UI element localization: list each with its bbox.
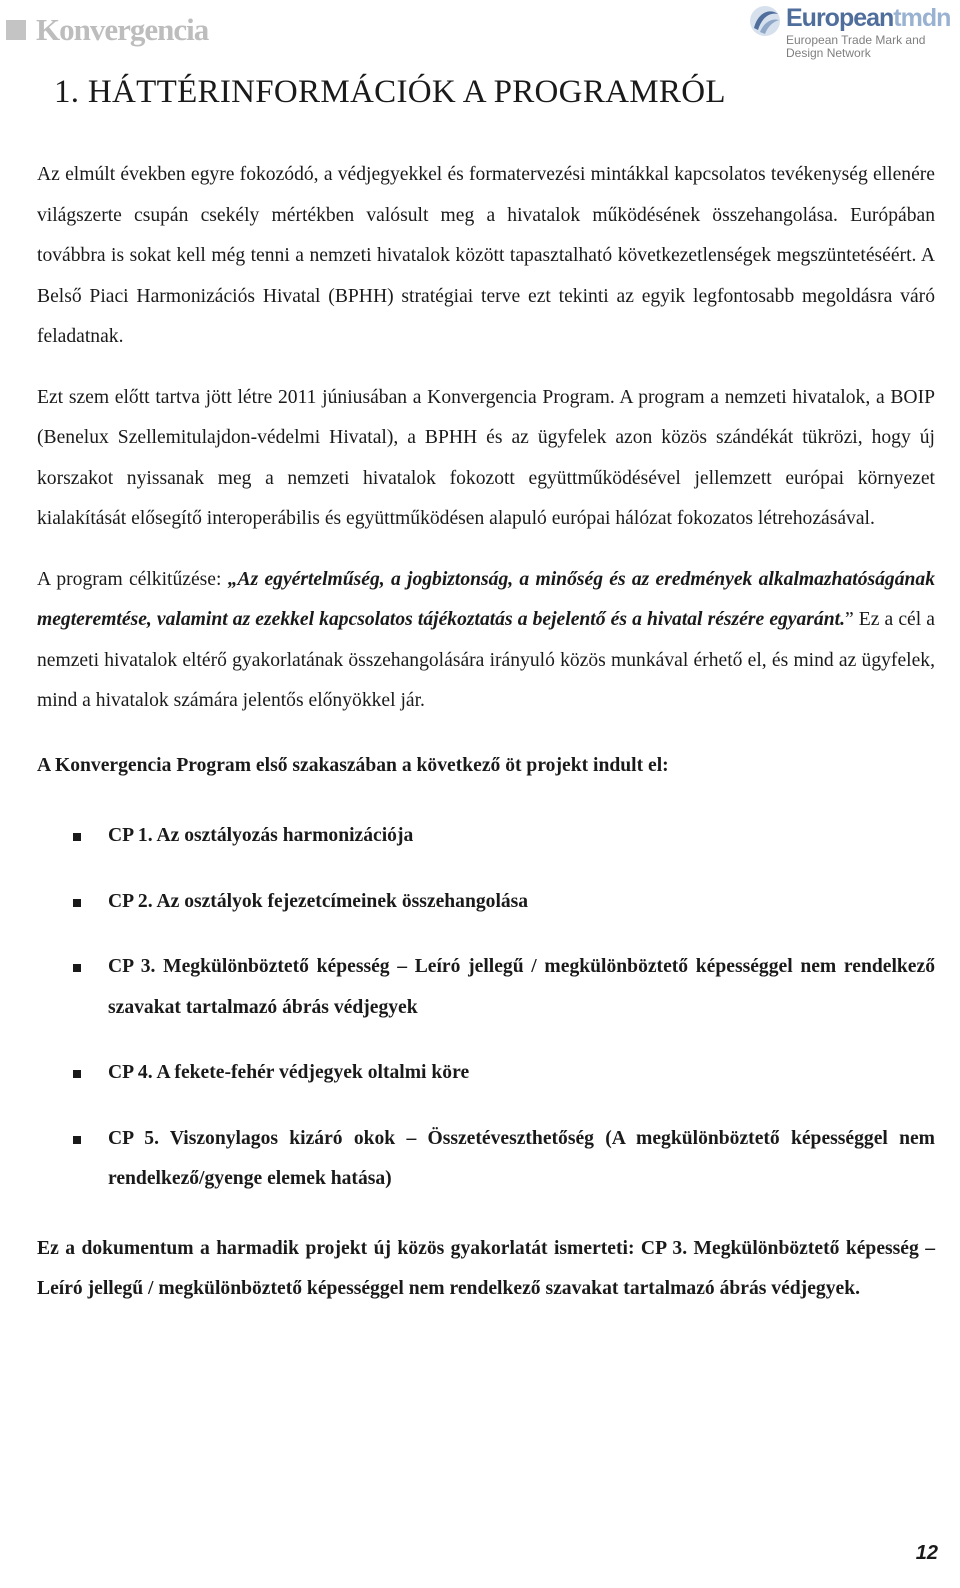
logo-subtitle-line-2: Design Network [786,46,871,60]
running-header [6,12,208,48]
square-bullet-icon [73,1070,81,1078]
header-title: Konvergencia [36,12,209,47]
project-item-cp1 [37,816,935,857]
projects-intro: A Konvergencia Program első szakaszában a következő öt projekt indult el: [37,754,669,776]
project-label: CP 4. A fekete-fehér védjegyek oltalmi köre [108,1062,470,1083]
square-bullet-icon [73,964,81,972]
logo-name: Europeantmdn [786,4,951,32]
logo-subtitle [786,34,925,60]
project-label: CP 2. Az osztályok fejezetcímeinek összehangolása [108,890,529,912]
section-heading: 1. HÁTTÉRINFORMÁCIÓK A PROGRAMRÓL [54,74,726,110]
page-number: 12 [915,1542,938,1564]
european-tmdn-logo [748,4,951,62]
square-bullet-icon [73,899,81,907]
project-label: CP 1. Az osztályozás harmonizációja [108,825,414,846]
goal-intro: A program célkitűzése: [37,568,228,590]
square-bullet-icon [73,1136,81,1144]
project-item-cp4 [37,1053,935,1094]
paragraph-document-scope: Ez a dokumentum a harmadik projekt új közös gyakorlatát ismerteti: CP 3. Megkülönböztető képesség – Leíró jellegű / megkülönböztető képességgel nem rendelkező szavakat tartalmazó ábrás védjegyek. [37,1237,935,1299]
project-item-cp5 [37,1119,935,1200]
paragraph-program-goal [37,560,935,722]
logo-subtitle-line-1: European Trade Mark and [786,33,926,47]
square-bullet-icon [73,833,81,841]
project-item-cp2 [37,882,935,923]
document-body [37,155,935,1310]
goal-quote: „Az egyértelműség, a jogbiztonság, a minőség és az eredmények alkalmazhatóságának megteremtése, valamint az ezekkel kapcsolatos tájékoztatás a bejelentő és a hivatal részére egyaránt. [37,568,935,630]
header-square-icon [6,20,26,40]
project-label: CP 5. Viszonylagos kizáró okok – Összetéveszthetőség (A megkülönböztető képességgel nem rendelkező/gyenge elemek hatása) [108,1127,935,1189]
project-item-cp3 [37,947,935,1028]
project-label: CP 3. Megkülönböztető képesség – Leíró jellegű / megkülönböztető képességgel nem rendelkező szavakat tartalmazó ábrás védjegyek [108,956,935,1018]
goal-rest: ” Ez a cél a nemzeti hivatalok eltérő gyakorlatának összehangolására irányuló közös munkával érhető el, és mind az ügyfelek, mind a hivatalok számára jelentős előnyökkel jár. [37,609,936,711]
project-list [37,816,935,1200]
logo-swirl-icon [748,4,782,38]
paragraph-background: Az elmúlt években egyre fokozódó, a védjegyekkel és formatervezési mintákkal kapcsolatos tevékenység ellenére világszerte csupán csekély mértékben valósult meg a hivatalok működésének összehangolása. Európában továbbra is sokat kell még tenni a nemzeti hivatalok között tapasztalható következetlenségek megszüntetéséért. A Belső Piaci Harmonizációs Hivatal (BPHH) stratégiai terve ezt tekinti az egyik legfontosabb megoldásra váró feladatnak. [37,164,935,347]
paragraph-program-origin: Ezt szem előtt tartva jött létre 2011 júniusában a Konvergencia Program. A program a nemzeti hivatalok, a BOIP (Benelux Szellemitulajdon-védelmi Hivatal), a BPHH és az ügyfelek azon közös szándékát tükrözi, hogy új korszakot nyissanak meg a nemzeti hivatalok fokozott együttműködésével jellemzett európai környezet kialakítását elősegítő interoperábilis és együttműködésen alapuló európai hálózat fokozatos létrehozásával. [37,386,935,529]
